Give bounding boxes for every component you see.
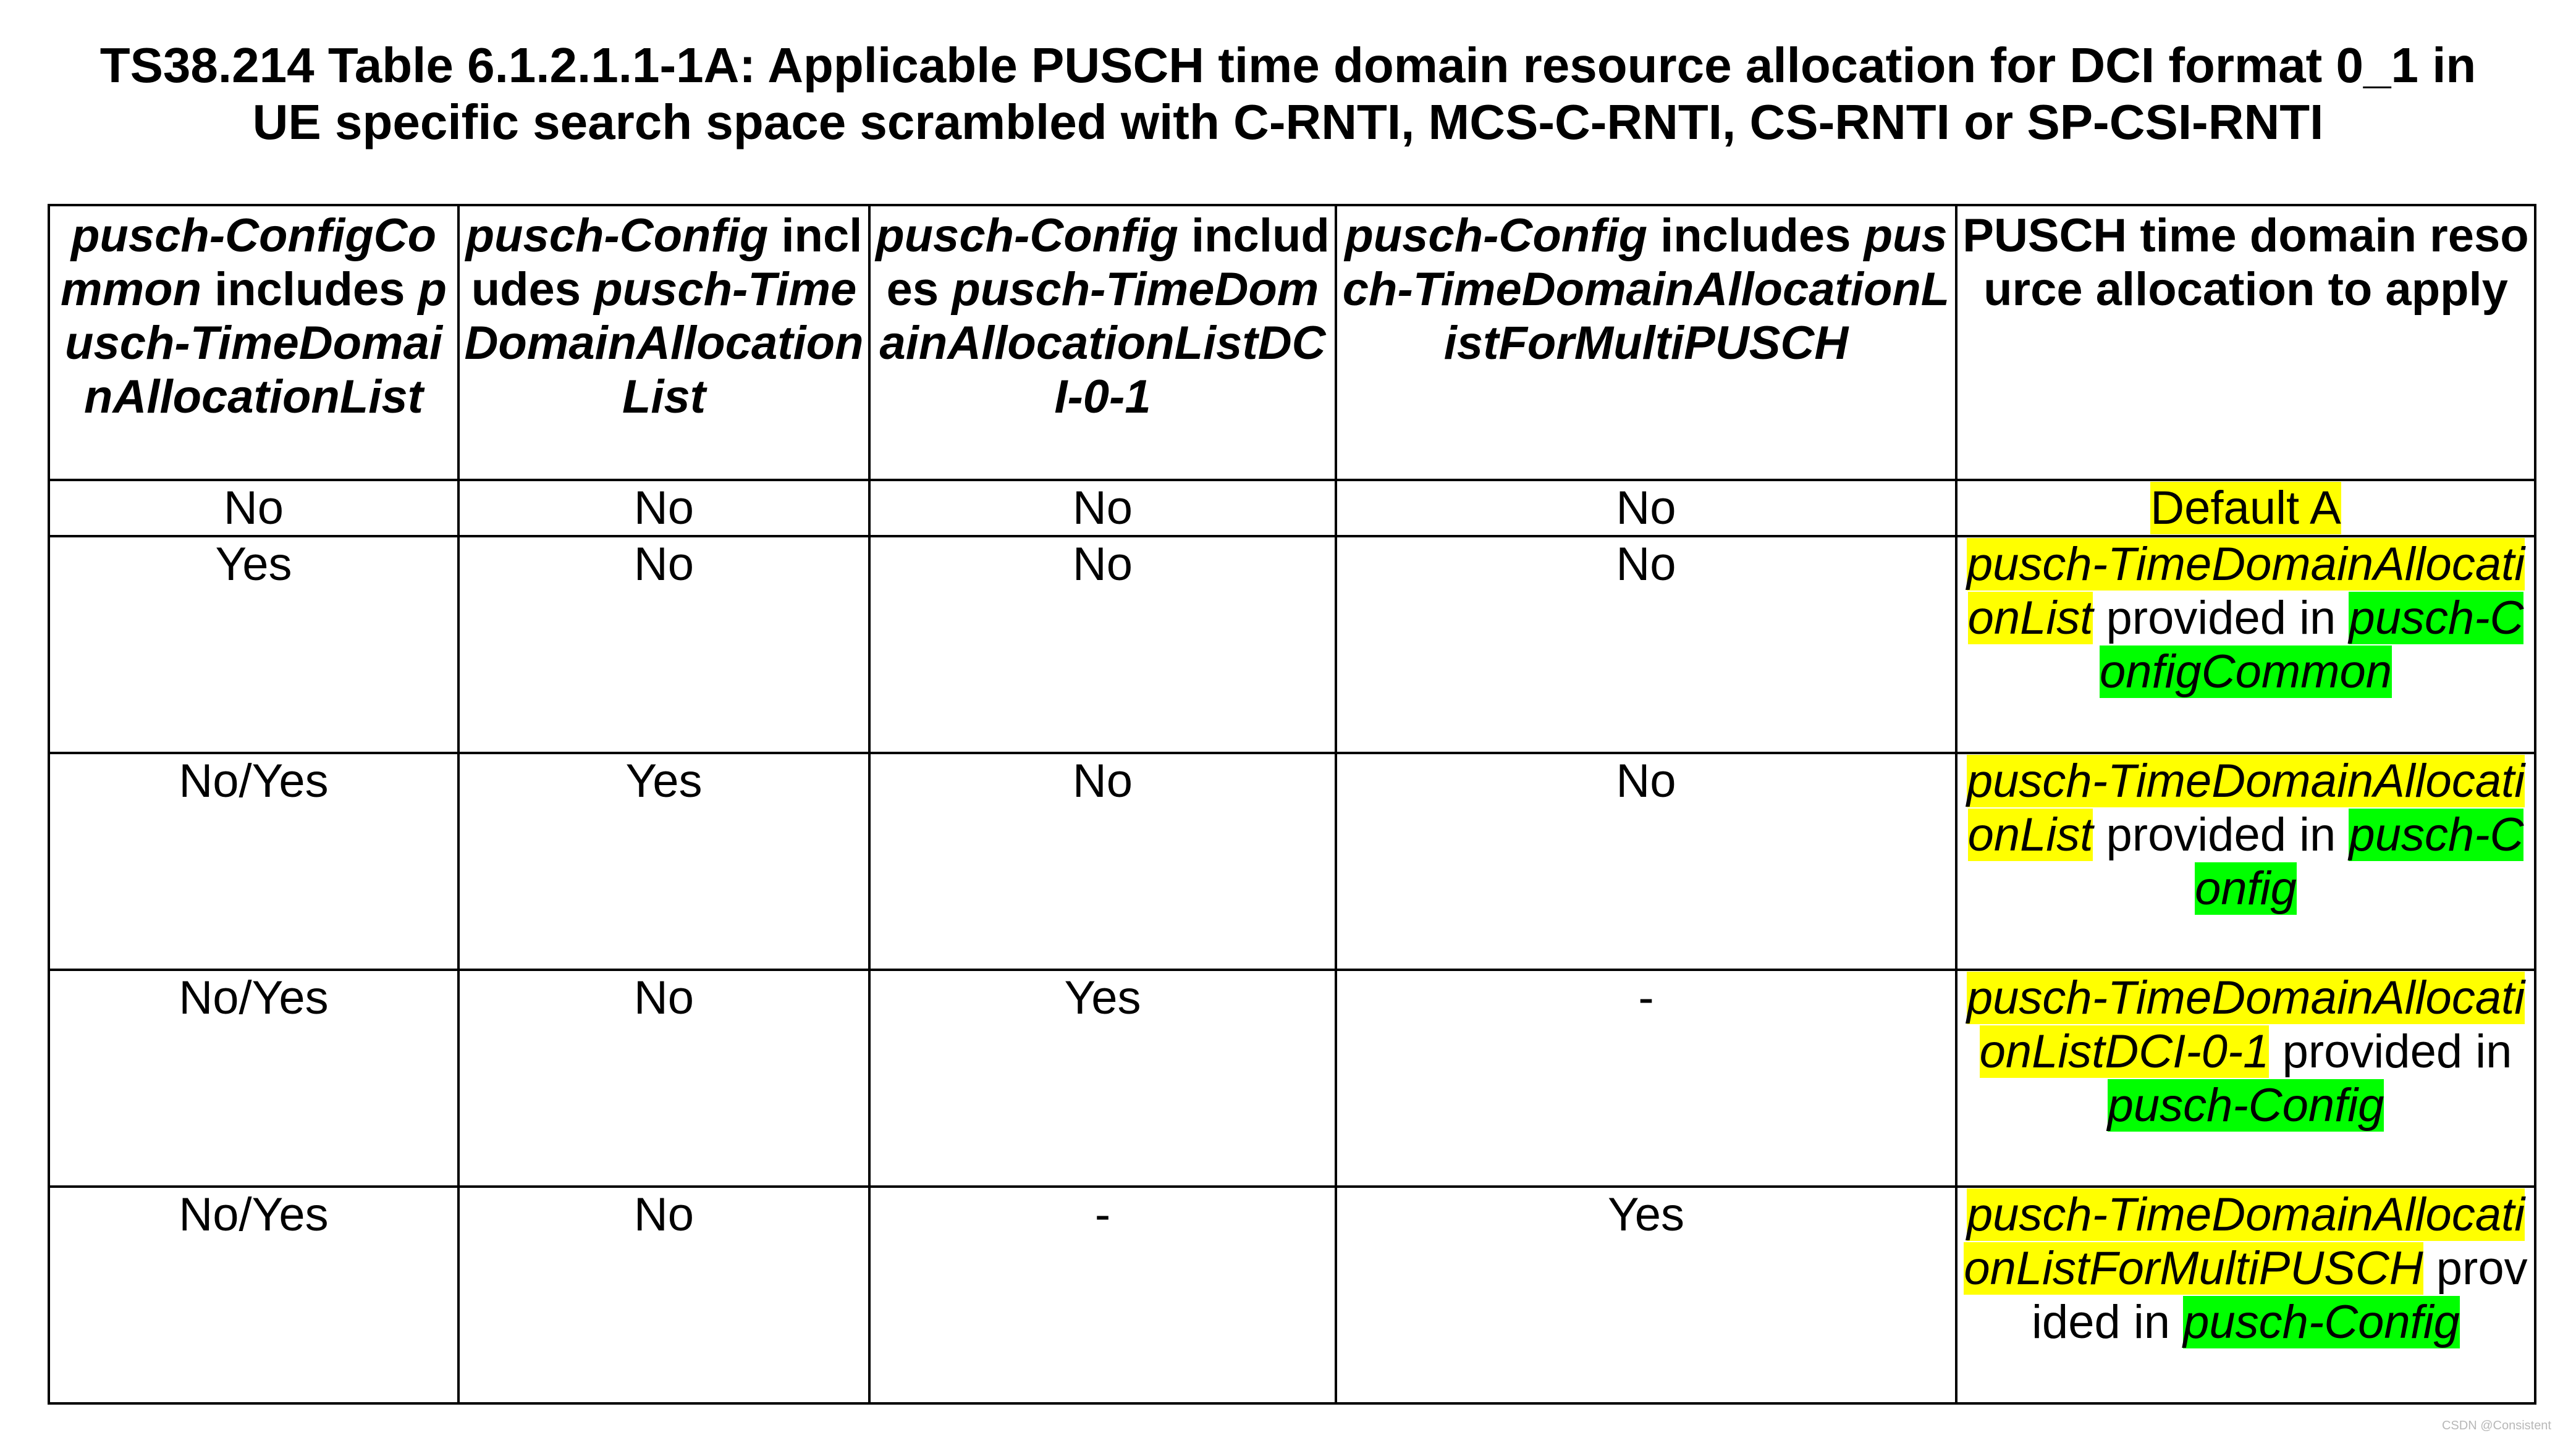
title-line-1: TS38.214 Table 6.1.2.1.1-1A: Applicable PUSCH time domain resource allocation for DCI format 0_1 in — [99, 38, 2477, 93]
cell-config-dci: Yes — [869, 970, 1336, 1187]
cell-config-multipusch: - — [1336, 970, 1956, 1187]
cell-config-multipusch: No — [1336, 753, 1956, 970]
result-source: pusch-Config — [2183, 1296, 2460, 1348]
cell-config-list: No — [458, 536, 869, 753]
cell-config-multipusch: No — [1336, 480, 1956, 536]
header-pusch-config-dci: pusch-Config includes pusch-TimeDomainAllocationListDCI-0-1 — [869, 205, 1336, 480]
header-pusch-configcommon: pusch-ConfigCommon includes pusch-TimeDomainAllocationList — [49, 205, 458, 480]
cell-configcommon: No/Yes — [49, 753, 458, 970]
cell-config-multipusch: No — [1336, 536, 1956, 753]
result-list-name: pusch-TimeDomainAllocationListDCI-0-1 — [1966, 972, 2525, 1078]
cell-config-list: No — [458, 1187, 869, 1403]
cell-config-dci: No — [869, 480, 1336, 536]
cell-result — [1956, 536, 2535, 753]
table-row — [49, 1187, 2535, 1403]
table-header-row — [49, 205, 2535, 480]
table-row — [49, 536, 2535, 753]
cell-configcommon: No — [49, 480, 458, 536]
watermark: CSDN @Consistent — [2441, 1419, 2551, 1432]
result-list-name: pusch-TimeDomainAllocationListForMultiPUSCH — [1964, 1188, 2525, 1295]
table-row — [49, 753, 2535, 970]
result-source: pusch-Config — [2195, 809, 2524, 915]
table-row — [49, 970, 2535, 1187]
cell-config-dci: No — [869, 536, 1336, 753]
cell-config-dci: No — [869, 753, 1336, 970]
cell-configcommon: No/Yes — [49, 970, 458, 1187]
cell-config-dci: - — [869, 1187, 1336, 1403]
cell-configcommon: No/Yes — [49, 1187, 458, 1403]
cell-configcommon: Yes — [49, 536, 458, 753]
cell-config-list: No — [458, 480, 869, 536]
cell-config-list: Yes — [458, 753, 869, 970]
result-highlight: Default A — [2150, 482, 2341, 534]
cell-result — [1956, 753, 2535, 970]
result-source: pusch-ConfigCommon — [2099, 592, 2524, 698]
result-provided-in: provided in — [2032, 1242, 2528, 1348]
header-pusch-config-multipusch: pusch-Config includes pusch-TimeDomainAllocationListForMultiPUSCH — [1336, 205, 1956, 480]
cell-result — [1956, 1187, 2535, 1403]
cell-result — [1956, 480, 2535, 536]
result-provided-in: provided in — [2093, 592, 2349, 644]
cell-config-list: No — [458, 970, 869, 1187]
header-allocation-to-apply: PUSCH time domain resource allocation to apply — [1956, 205, 2535, 480]
title-line-2: UE specific search space scrambled with C-RNTI, MCS-C-RNTI, CS-RNTI or SP-CSI-RNTI — [252, 95, 2324, 149]
cell-result — [1956, 970, 2535, 1187]
allocation-table — [48, 204, 2536, 1405]
result-list-name: pusch-TimeDomainAllocationList — [1966, 538, 2525, 644]
result-source: pusch-Config — [2107, 1079, 2384, 1132]
page-title — [0, 37, 2576, 151]
cell-config-multipusch: Yes — [1336, 1187, 1956, 1403]
result-list-name: pusch-TimeDomainAllocationList — [1966, 755, 2525, 861]
table-row — [49, 480, 2535, 536]
result-provided-in: provided in — [2269, 1025, 2512, 1078]
header-pusch-config-list: pusch-Config includes pusch-TimeDomainAllocationList — [458, 205, 869, 480]
result-provided-in: provided in — [2093, 809, 2349, 861]
